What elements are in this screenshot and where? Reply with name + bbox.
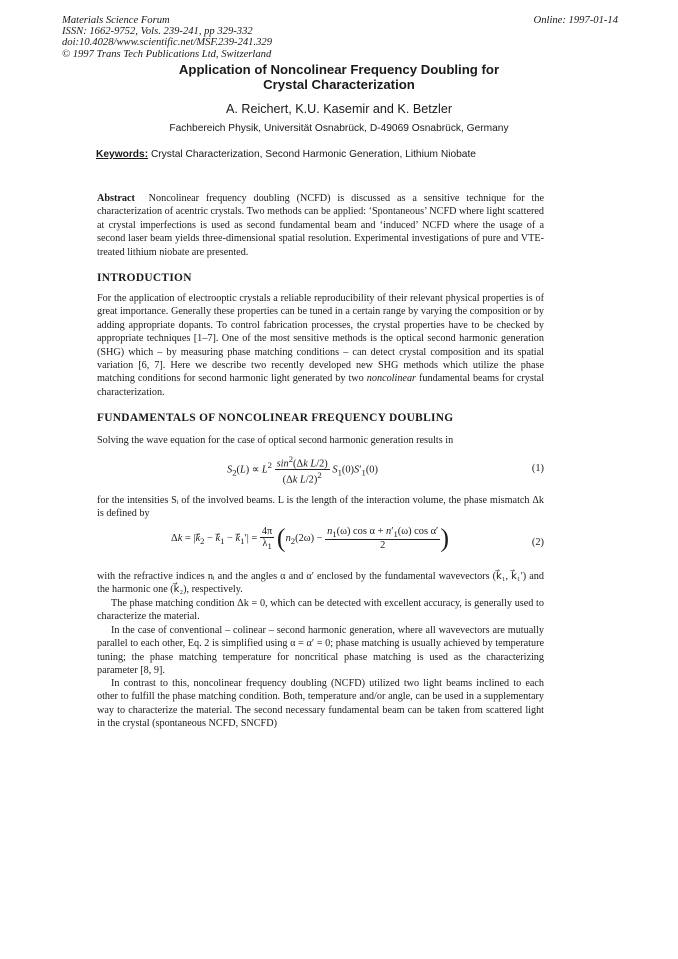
equation-1-number: (1) (531, 463, 544, 474)
title-line-2: Crystal Characterization (263, 77, 415, 92)
journal-meta (62, 15, 272, 60)
issn: ISSN: 1662-9752, Vols. 239-241, pp 329-332 (62, 26, 253, 38)
intro-text: For the application of electrooptic crystals a reliable reproducibility of their relevant physical properties is of great importance. Generally these properties can be tuned in a certain range by varying the composition or by adding appropriate dopants. To control fabrication processes, the crystal properties have to be checked by appropriate techniques [1–7]. One of the most sensitive methods is the optical second harmonic generation (SHG) which – by measuring phase matching conditions – can detect crystal composition and its spatial variation [6, 7]. Here we describe two recently developed new SHG methods which utilize the phase matching conditions for second harmonic light generated by two (97, 293, 544, 385)
equation-2-body: $\Delta k = |k_2 - k_1 - k_1'|$ = $\frac{4\pi}{\lambda_1}$ ($n_2(2\omega)$ − $\frac{n_1(\omega) \cos \alpha + n'_1(\omega) \cos \alpha'}{2}$ ) (171, 523, 449, 553)
fundamentals-heading: FUNDAMENTALS OF NONCOLINEAR FREQUENCY DOUBLING (97, 412, 454, 424)
intro-end: fundamental beams for crystal characterization. (97, 373, 545, 398)
authors: A. Reichert, K.U. Kasemir and K. Betzler (225, 102, 453, 116)
keywords-label: Keywords: (96, 149, 149, 160)
fundamentals-p2: for the intensities Sᵢ of the involved beams. L is the length of the interaction volume, the phase mismatch Δk is defined by (97, 495, 544, 520)
fundamentals-p5: In the case of conventional – colinear – second harmonic generation, where all wavevectors are mutually parallel to each other, Eq. 2 is simplified using α = α′ = 0; phase matching is usually achieved by temperature tuning; the phase matching temperature for noncritical phase matching is used as the characterizing parameter [8, 9]. (97, 625, 544, 677)
abstract-label: Abstract (97, 193, 135, 204)
title-line-1: Application of Noncolinear Frequency Doubling for (178, 62, 500, 77)
intro-emphasis: noncolinear (366, 373, 417, 385)
equation-2 (97, 523, 544, 564)
journal-name: Materials Science Forum (62, 15, 170, 26)
keywords-list: Crystal Characterization, Second Harmonic Generation, Lithium Niobate (150, 149, 476, 160)
copyright: © 1997 Trans Tech Publications Ltd, Switzerland (62, 48, 272, 60)
equation-1-body: $S_2(L) \propto L^2$ $\frac{\sin^2(\Delta k L/2)}{(\Delta k L/2)^2}$ $S_1(0)S'_1(0)$ (227, 454, 378, 486)
paper-title (60, 62, 618, 92)
fundamentals-p3: with the refractive indices nᵢ and the angles α and α′ enclosed by the fundamental wavevectors (k⃗₁, k⃗₁′) and the harmonic one (k⃗₂), respectively. (97, 571, 544, 596)
doi: doi:10.4028/www.scientific.net/MSF.239-241.329 (62, 37, 272, 49)
intro-heading: INTRODUCTION (97, 272, 192, 284)
keywords (96, 149, 476, 160)
intro-paragraph (97, 292, 544, 399)
equation-2-number: (2) (531, 537, 544, 548)
online-date: Online: 1997-01-14 (533, 15, 618, 26)
affiliation: Fachbereich Physik, Universität Osnabrück, D-49069 Osnabrück, Germany (169, 123, 509, 134)
abstract-text: Noncolinear frequency doubling (NCFD) is discussed as a sensitive technique for the characterization of acentric crystals. Two methods can be applied: ‘Spontaneous’ NCFD where light scattered at crystal imperfections is used as second fundamental beam and ‘induced’ NCFD where the usage of a second laser beam yields three-dimensional spatial resolution. Experimental investigations of pure and VTE-treated lithium niobate are presented. (97, 193, 544, 258)
fundamentals-p1: Solving the wave equation for the case of optical second harmonic generation results in (97, 435, 454, 446)
fundamentals-p6: In contrast to this, noncolinear frequency doubling (NCFD) utilized two light beams inclined to each other to fulfill the phase matching condition. Both, temperature and/or angle, can be used in a supplementary way to characterize the material. The second necessary fundamental beam can be taken from scattered light in the crystal (spontaneous NCFD, SNCFD) (97, 678, 544, 730)
equation-1 (97, 454, 544, 490)
fundamentals-p4: The phase matching condition Δk = 0, which can be detected with excellent accuracy, is generally used to characterize the material. (97, 598, 544, 623)
abstract (97, 192, 544, 259)
